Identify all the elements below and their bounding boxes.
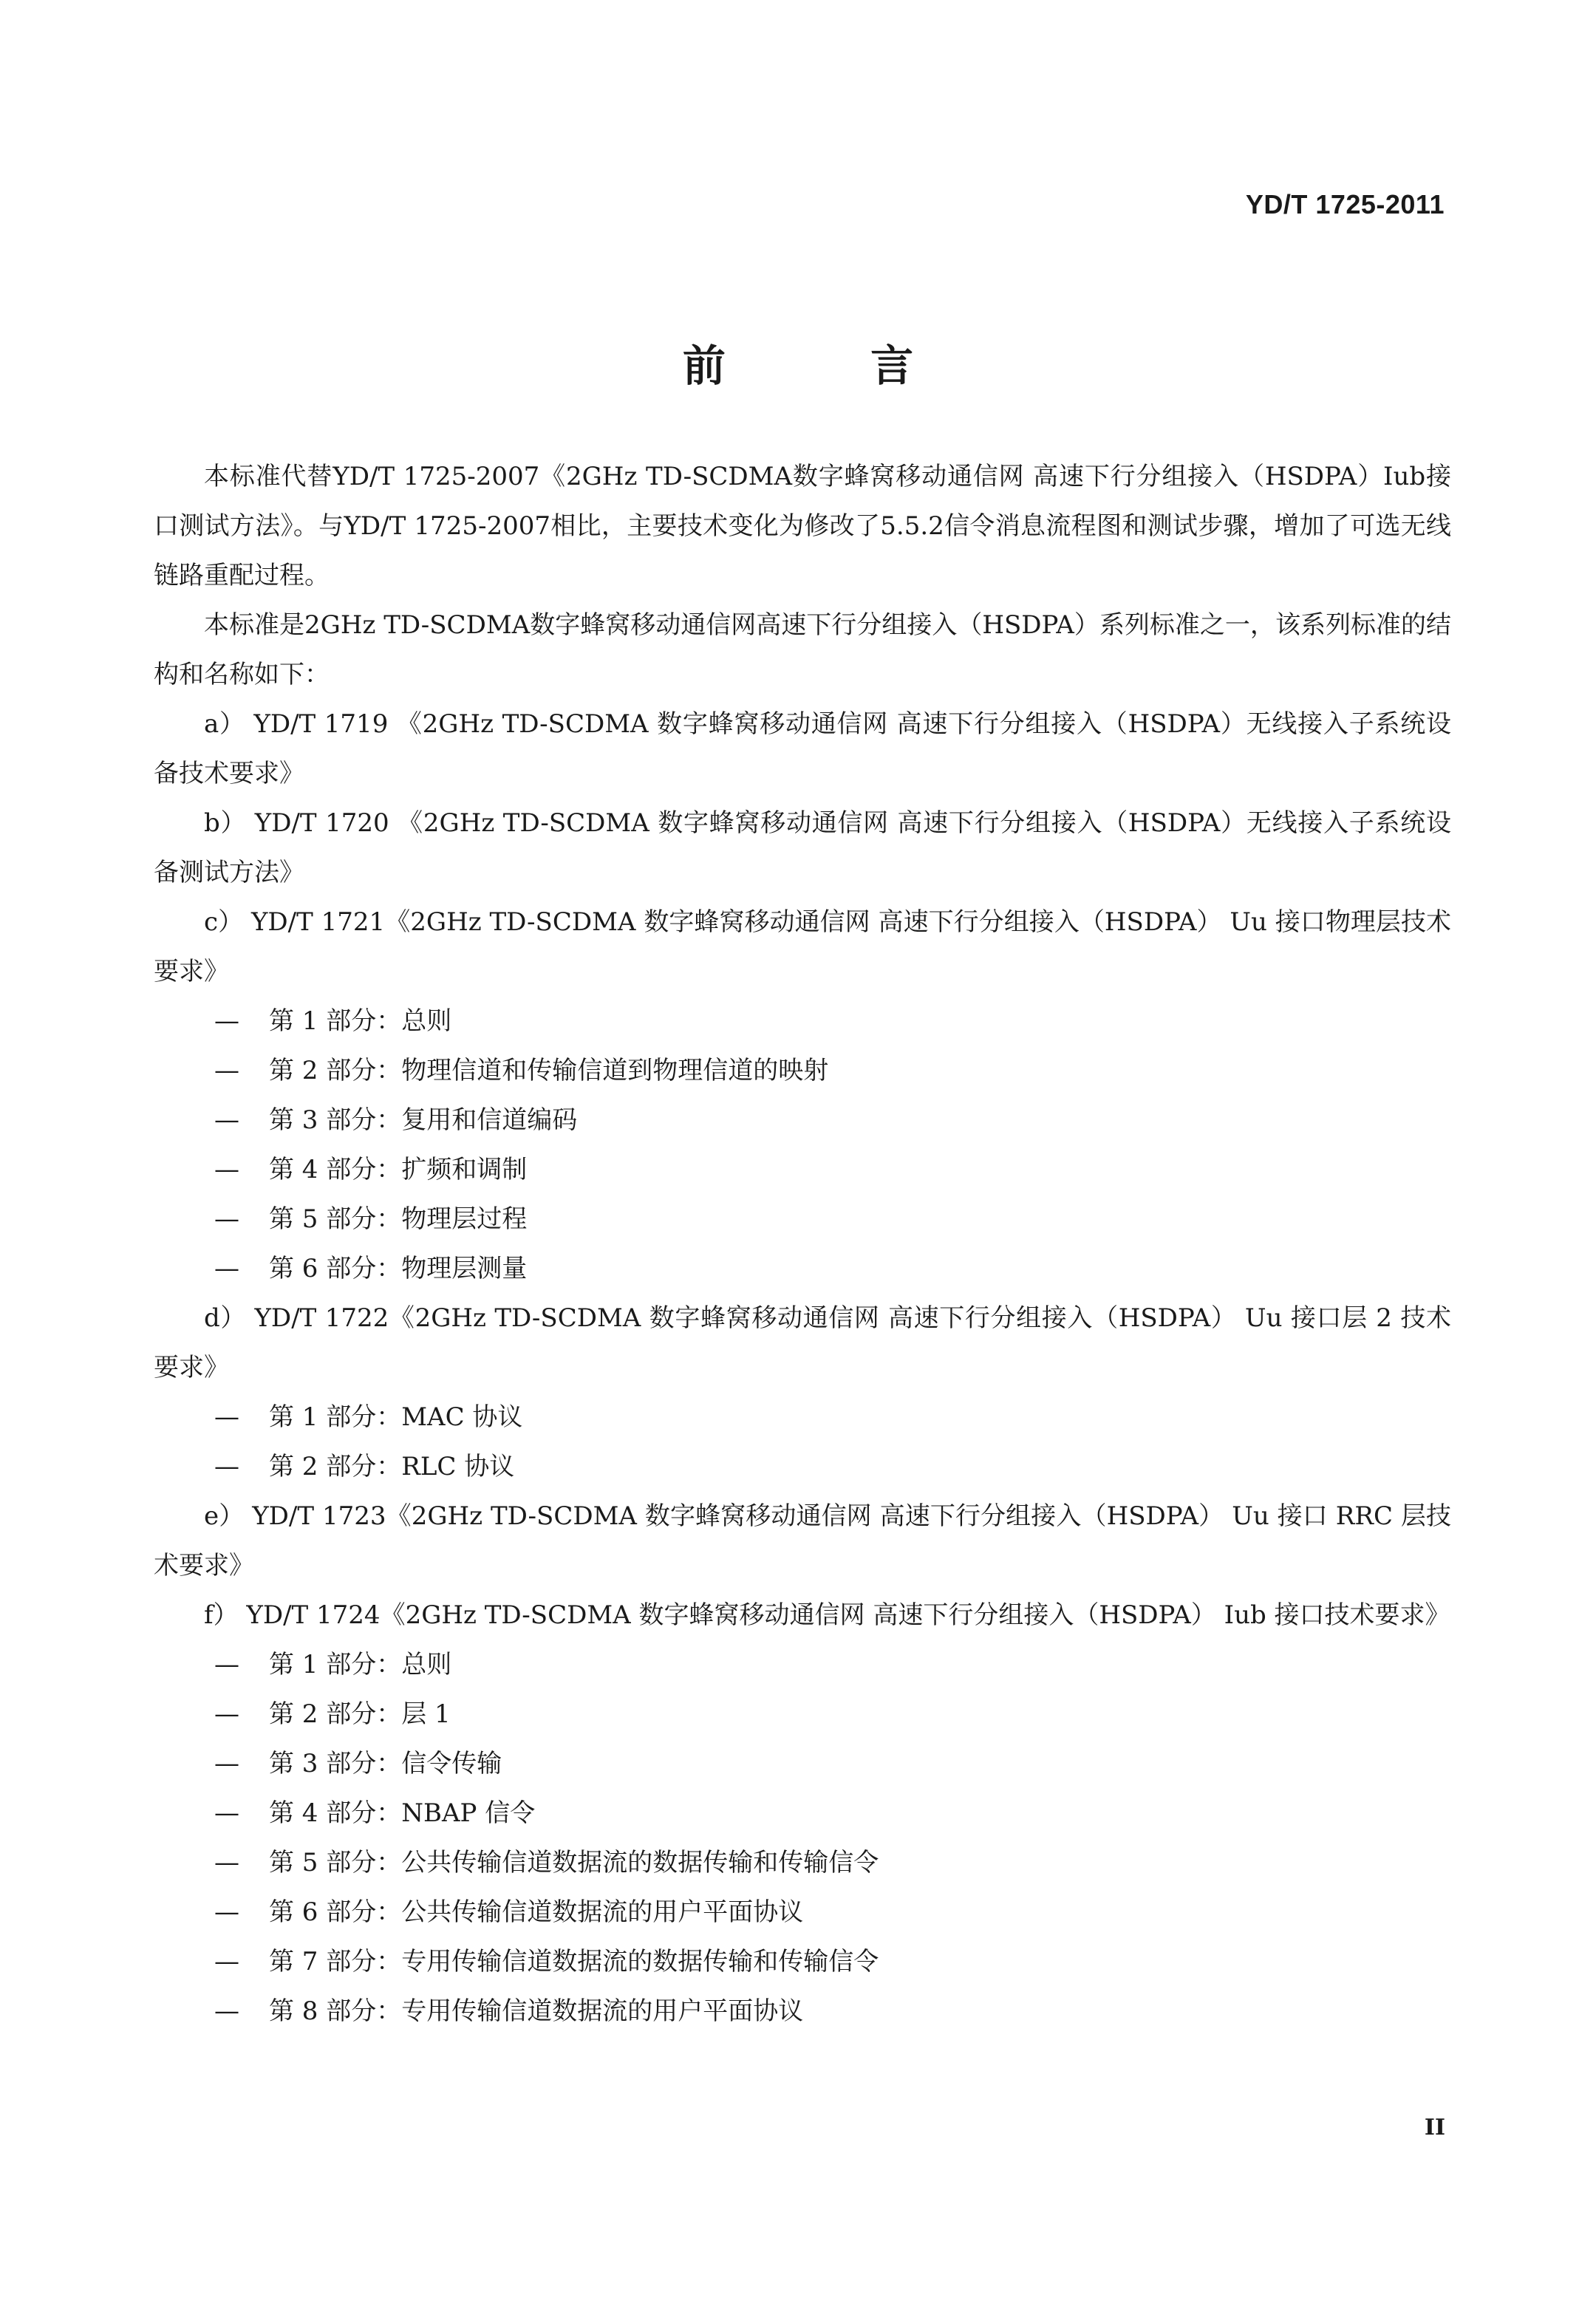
- part-item: — 第 5 部分：物理层过程: [154, 1195, 1451, 1244]
- part-item: — 第 2 部分：物理信道和传输信道到物理信道的映射: [154, 1046, 1451, 1096]
- part-item: — 第 4 部分：NBAP 信令: [154, 1789, 1451, 1838]
- dash-mark: —: [214, 1749, 239, 1778]
- dash-mark: —: [214, 1402, 239, 1432]
- part-item: — 第 3 部分：复用和信道编码: [154, 1096, 1451, 1145]
- dash-mark: —: [214, 1897, 239, 1927]
- dash-mark: —: [214, 1105, 239, 1135]
- dash-mark: —: [214, 1204, 239, 1234]
- paragraph-replacement: 本标准代替YD/T 1725-2007《2GHz TD-SCDMA数字蜂窝移动通信网 高速下行分组接入（HSDPA）Iub接口测试方法》。与YD/T 1725-2007相比，主要技术变化为修改了5.5.2信令消息流程图和测试步骤，增加了可选无线链路重配过程。: [154, 462, 1451, 590]
- dash-mark: —: [214, 1650, 239, 1679]
- part-item: — 第 8 部分：专用传输信道数据流的用户平面协议: [154, 1987, 1451, 2036]
- part-item: — 第 4 部分：扩频和调制: [154, 1145, 1451, 1195]
- document-body: [154, 452, 1451, 2036]
- part-item: — 第 6 部分：物理层测量: [154, 1244, 1451, 1294]
- series-item-c: c） YD/T 1721《2GHz TD-SCDMA 数字蜂窝移动通信网 高速下行分组接入（HSDPA） Uu 接口物理层技术要求》: [154, 907, 1451, 986]
- dash-mark: —: [214, 1947, 239, 1976]
- series-item-f: f） YD/T 1724《2GHz TD-SCDMA 数字蜂窝移动通信网 高速下行分组接入（HSDPA） Iub 接口技术要求》: [204, 1600, 1450, 1630]
- dash-mark: —: [214, 1155, 239, 1184]
- series-item-a: a） YD/T 1719 《2GHz TD-SCDMA 数字蜂窝移动通信网 高速下行分组接入（HSDPA）无线接入子系统设备技术要求》: [154, 709, 1451, 788]
- dash-mark: —: [214, 1798, 239, 1828]
- part-item: — 第 7 部分：专用传输信道数据流的数据传输和传输信令: [154, 1937, 1451, 1987]
- page-title: 前 言: [682, 341, 979, 391]
- series-item-d: d） YD/T 1722《2GHz TD-SCDMA 数字蜂窝移动通信网 高速下行分组接入（HSDPA） Uu 接口层 2 技术要求》: [154, 1303, 1451, 1382]
- part-item: — 第 1 部分：总则: [154, 997, 1451, 1046]
- series-item-b: b） YD/T 1720 《2GHz TD-SCDMA 数字蜂窝移动通信网 高速下行分组接入（HSDPA）无线接入子系统设备测试方法》: [154, 808, 1451, 887]
- part-item: — 第 1 部分：总则: [154, 1640, 1451, 1690]
- dash-mark: —: [214, 1848, 239, 1877]
- dash-mark: —: [214, 1254, 239, 1283]
- series-item-e: e） YD/T 1723《2GHz TD-SCDMA 数字蜂窝移动通信网 高速下行分组接入（HSDPA） Uu 接口 RRC 层技术要求》: [154, 1501, 1451, 1580]
- part-item: — 第 5 部分：公共传输信道数据流的数据传输和传输信令: [154, 1838, 1451, 1888]
- dash-mark: —: [214, 1452, 239, 1481]
- dash-mark: —: [214, 1996, 239, 2026]
- page-number: II: [1424, 2115, 1445, 2140]
- standard-code: YD/T 1725-2011: [1245, 189, 1445, 219]
- part-item: — 第 2 部分：层 1: [154, 1690, 1451, 1739]
- part-item: — 第 1 部分：MAC 协议: [154, 1393, 1451, 1442]
- part-item: — 第 6 部分：公共传输信道数据流的用户平面协议: [154, 1888, 1451, 1937]
- dash-mark: —: [214, 1006, 239, 1036]
- part-item: — 第 3 部分：信令传输: [154, 1739, 1451, 1789]
- paragraph-series-intro: 本标准是2GHz TD-SCDMA数字蜂窝移动通信网高速下行分组接入（HSDPA）系列标准之一，该系列标准的结构和名称如下：: [154, 610, 1451, 689]
- dash-mark: —: [214, 1056, 239, 1085]
- part-item: — 第 2 部分：RLC 协议: [154, 1442, 1451, 1492]
- dash-mark: —: [214, 1699, 239, 1729]
